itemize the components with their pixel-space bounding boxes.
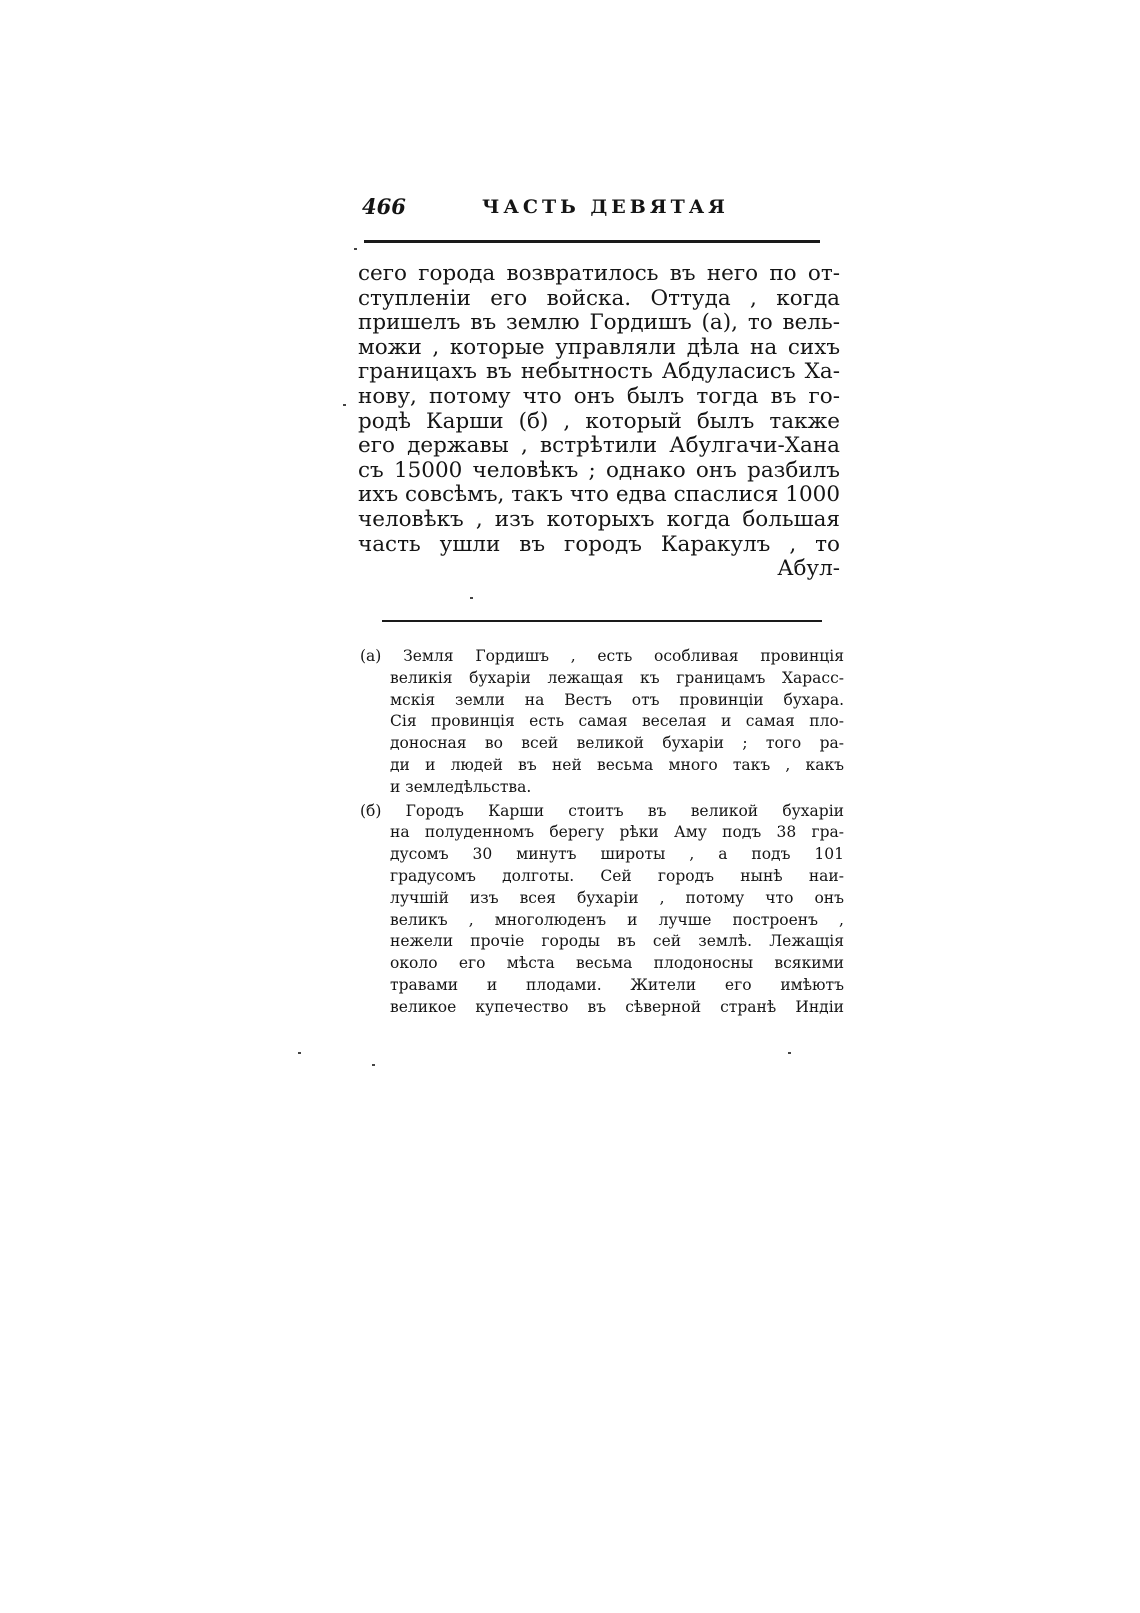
text-line: съ 15000 человѣкъ ; однако онъ разбилъ <box>358 457 840 483</box>
footnote-line: великъ , многолюденъ и лучше построенъ , <box>390 910 844 929</box>
scan-speck <box>470 597 473 599</box>
page-header <box>362 194 822 224</box>
text-line: пришелъ въ землю Гордишъ (а), то вель- <box>358 310 840 336</box>
footnote-line: около его мѣста весьма плодоносны всякими <box>390 954 844 973</box>
text-line: его державы , встрѣтили Абулгачи-Хана <box>358 433 840 459</box>
footnote-line: и земледѣльства. <box>390 777 532 796</box>
footnote-line: на полуденномъ берегу рѣки Аму подъ 38 гра- <box>390 823 844 842</box>
text-line: часть ушли въ городъ Каракулъ , то <box>358 531 840 557</box>
scan-speck <box>372 1064 375 1066</box>
footnote-line: (а) Земля Гордишъ , есть особливая провинція <box>360 647 844 665</box>
footnote-line: ди и людей въ ней весьма много такъ , какъ <box>390 755 844 774</box>
scan-speck <box>354 248 357 250</box>
main-text <box>358 262 840 582</box>
text-line: ступленіи его войска. Оттуда , когда <box>358 285 840 311</box>
page-number: 466 <box>362 194 406 219</box>
footnote-line: нежели прочіе городы въ сей землѣ. Лежащія <box>390 932 844 951</box>
footnote-line: дусомъ 30 минутъ широты , а подъ 101 <box>390 845 844 864</box>
footnote-line: мскія земли на Вестъ отъ провинціи бухара. <box>390 690 844 709</box>
text-line: нову, потому что онъ былъ тогда въ го- <box>358 383 840 409</box>
footnotes <box>360 646 844 1019</box>
catchword: Абул- <box>777 556 840 582</box>
header-rule <box>364 240 820 243</box>
footnote-line: градусомъ долготы. Сей городъ нынѣ наи- <box>390 866 844 885</box>
running-head: ЧАСТЬ ДЕВЯТАЯ <box>482 196 729 218</box>
footnote-line: доносная во всей великой бухаріи ; того ра- <box>390 734 844 753</box>
footnote-line: (б) Городъ Карши стоитъ въ великой бухаріи <box>360 801 844 820</box>
footnote-rule <box>382 620 822 622</box>
text-line: родѣ Карши (б) , который былъ также <box>358 408 840 434</box>
text-line: ихъ совсѣмъ, такъ что едва спаслися 1000 <box>358 482 840 508</box>
scan-speck <box>788 1052 791 1054</box>
footnote-line: Сія провинція есть самая веселая и самая пло- <box>390 712 844 731</box>
text-line: границахъ въ небытность Абдуласисъ Ха- <box>358 359 840 385</box>
footnote-line: лучшій изъ всея бухаріи , потому что онъ <box>390 888 844 907</box>
scan-speck <box>298 1052 301 1054</box>
scan-speck <box>343 404 346 406</box>
text-line: можи , которые управляли дѣла на сихъ <box>358 334 840 360</box>
text-line: человѣкъ , изъ которыхъ когда большая <box>358 506 840 532</box>
footnote-line: великія бухаріи лежащая къ границамъ Харасс- <box>390 668 844 687</box>
footnote-line: травами и плодами. Жители его имѣютъ <box>390 975 844 994</box>
text-line: сего города возвратилось въ него по от- <box>358 261 840 286</box>
footnote-line: великое купечество въ сѣверной странѣ Индіи <box>390 997 844 1016</box>
